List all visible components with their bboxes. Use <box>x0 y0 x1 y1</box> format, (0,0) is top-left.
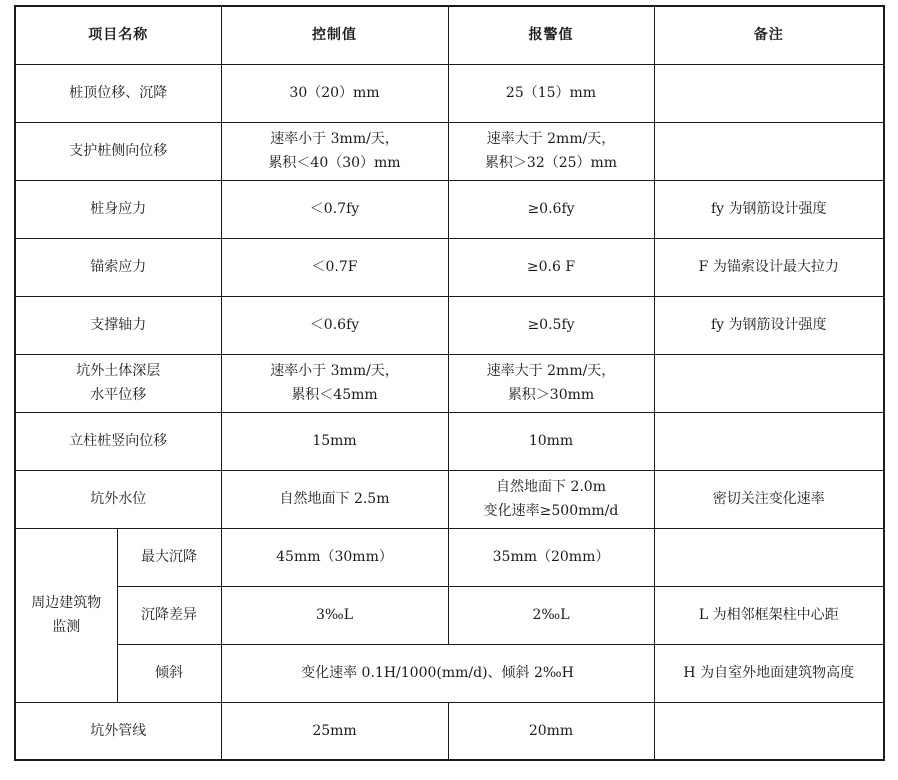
control-value-cell: 15mm <box>221 412 448 470</box>
remark-cell <box>654 702 884 760</box>
control-value-cell <box>221 122 448 180</box>
header-alarm-value: 报警值 <box>448 6 654 64</box>
control-value-cell: 3‰L <box>221 586 448 644</box>
item-name-cell: 桩身应力 <box>15 180 221 238</box>
alarm-value-cell: 20mm <box>448 702 654 760</box>
control-value-cell <box>221 354 448 412</box>
header-remark: 备注 <box>654 6 884 64</box>
item-name-line: 坑外土体深层 <box>76 363 161 379</box>
control-value-cell: 45mm（30mm） <box>221 528 448 586</box>
remark-cell: F 为锚索设计最大拉力 <box>654 238 884 296</box>
building-group-cell <box>15 528 117 702</box>
table-row <box>15 238 884 296</box>
table-row <box>15 354 884 412</box>
remark-cell: 密切关注变化速率 <box>654 470 884 528</box>
control-value-cell: ＜0.6fy <box>221 296 448 354</box>
remark-cell: L 为相邻框架柱中心距 <box>654 586 884 644</box>
item-name-cell: 坑外水位 <box>15 470 221 528</box>
remark-cell <box>654 122 884 180</box>
alarm-value-cell: ≥0.5fy <box>448 296 654 354</box>
table-row <box>15 122 884 180</box>
control-value-line: 速率小于 3mm/天， <box>270 363 399 379</box>
alarm-value-cell <box>448 354 654 412</box>
item-name-cell: 支护桩侧向位移 <box>15 122 221 180</box>
table-row <box>15 64 884 122</box>
table-row <box>15 412 884 470</box>
item-name-cell: 桩顶位移、沉降 <box>15 64 221 122</box>
sub-item-name-cell: 沉降差异 <box>117 586 221 644</box>
alarm-value-cell: 35mm（20mm） <box>448 528 654 586</box>
alarm-value-cell: ≥0.6fy <box>448 180 654 238</box>
monitoring-table-wrap <box>14 5 885 761</box>
control-value-cell: ＜0.7fy <box>221 180 448 238</box>
header-row <box>15 6 884 64</box>
table-row <box>15 702 884 760</box>
table-row <box>15 528 884 586</box>
remark-cell: fy 为钢筋设计强度 <box>654 180 884 238</box>
alarm-value-line: 变化速率≥500mm/d <box>483 503 619 519</box>
table-row <box>15 180 884 238</box>
sub-item-name-cell: 最大沉降 <box>117 528 221 586</box>
building-group-line: 周边建筑物 <box>31 595 102 611</box>
alarm-value-line: 速率大于 2mm/天， <box>486 363 616 379</box>
item-name-cell <box>15 354 221 412</box>
remark-cell <box>654 64 884 122</box>
header-control-value: 控制值 <box>221 6 448 64</box>
control-value-line: 累积＜40（30）mm <box>268 155 401 171</box>
table-row <box>15 296 884 354</box>
alarm-value-cell: ≥0.6 F <box>448 238 654 296</box>
control-value-line: 累积＜45mm <box>291 387 378 403</box>
table-row <box>15 586 884 644</box>
alarm-value-line: 自然地面下 2.0m <box>496 479 606 495</box>
alarm-value-cell: 10mm <box>448 412 654 470</box>
item-name-cell: 锚索应力 <box>15 238 221 296</box>
table-row <box>15 470 884 528</box>
monitoring-threshold-table <box>14 5 885 761</box>
control-value-cell: 30（20）mm <box>221 64 448 122</box>
item-name-line: 水平位移 <box>90 387 147 403</box>
item-name-cell: 坑外管线 <box>15 702 221 760</box>
remark-cell <box>654 412 884 470</box>
remark-cell: H 为自室外地面建筑物高度 <box>654 644 884 702</box>
combined-value-cell: 变化速率 0.1H/1000(mm/d)、倾斜 2‰H <box>221 644 654 702</box>
control-value-cell: 自然地面下 2.5m <box>221 470 448 528</box>
item-name-cell: 立柱桩竖向位移 <box>15 412 221 470</box>
control-value-line: 速率小于 3mm/天， <box>270 131 399 147</box>
building-group-line: 监测 <box>52 619 81 635</box>
alarm-value-line: 累积＞30mm <box>507 387 595 403</box>
alarm-value-line: 速率大于 2mm/天， <box>486 131 616 147</box>
control-value-cell: 25mm <box>221 702 448 760</box>
remark-cell <box>654 354 884 412</box>
table-row <box>15 644 884 702</box>
alarm-value-cell <box>448 122 654 180</box>
control-value-cell: ＜0.7F <box>221 238 448 296</box>
alarm-value-cell <box>448 470 654 528</box>
alarm-value-cell: 25（15）mm <box>448 64 654 122</box>
remark-cell <box>654 528 884 586</box>
alarm-value-line: 累积＞32（25）mm <box>484 155 618 171</box>
alarm-value-cell: 2‰L <box>448 586 654 644</box>
item-name-cell: 支撑轴力 <box>15 296 221 354</box>
header-item-name: 项目名称 <box>15 6 221 64</box>
remark-cell: fy 为钢筋设计强度 <box>654 296 884 354</box>
sub-item-name-cell: 倾斜 <box>117 644 221 702</box>
